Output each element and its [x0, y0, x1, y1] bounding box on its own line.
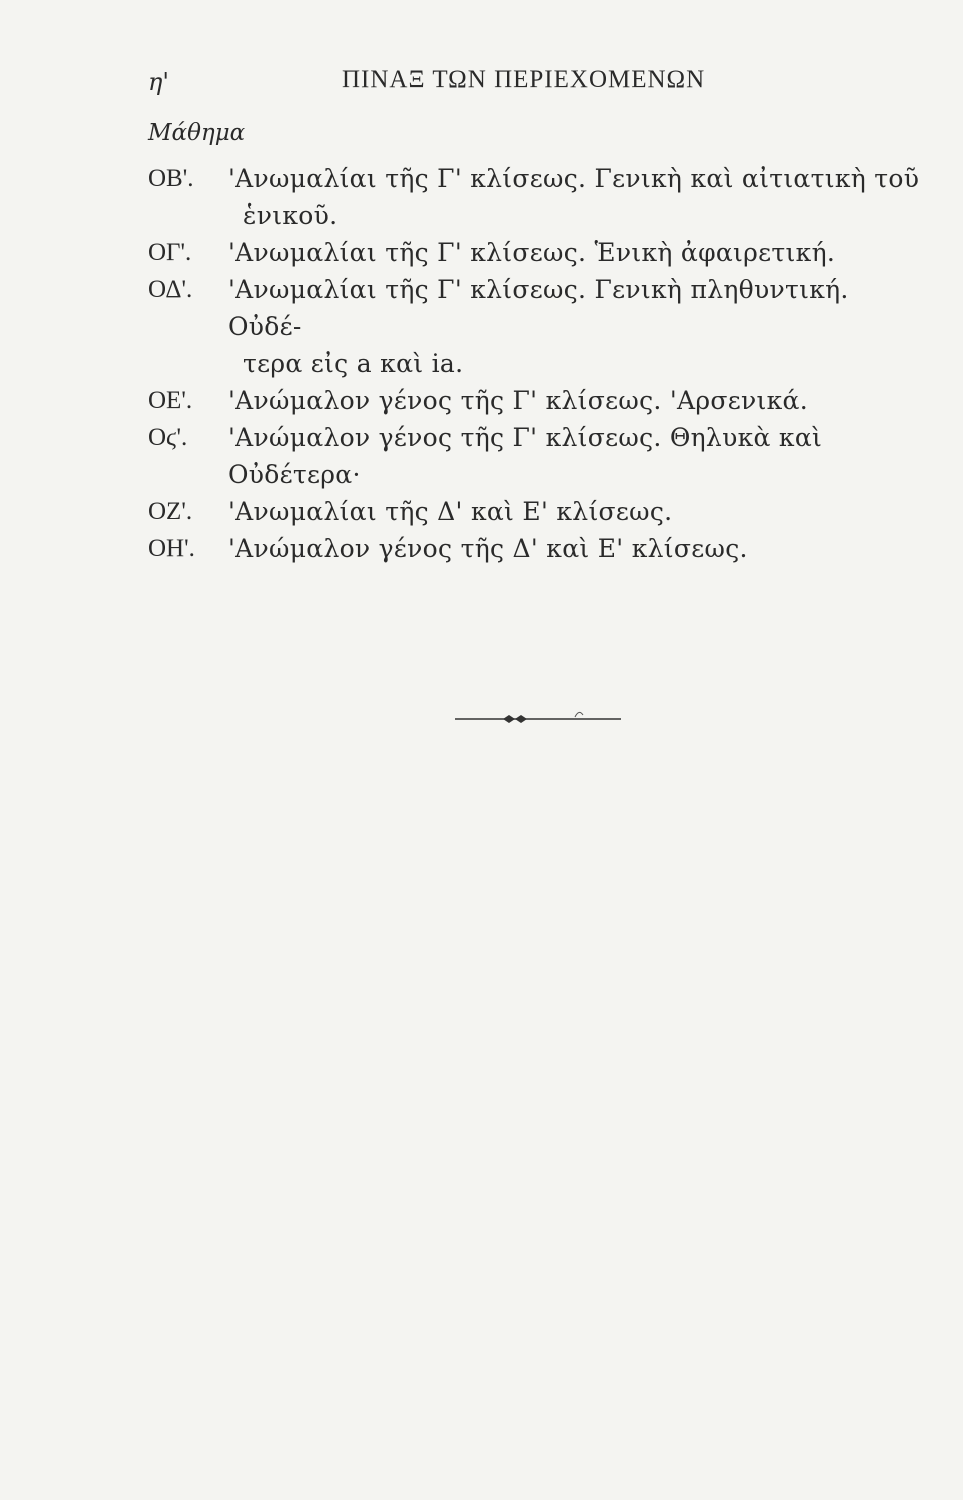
end-ornament: [455, 705, 621, 725]
lesson-title: 'Ανώμαλον γένος τῆς Δ' καὶ Ε' κλίσεως.: [228, 534, 748, 563]
lesson-title-continuation: ἑνικοῦ.: [243, 201, 338, 230]
page-number: η': [148, 68, 169, 96]
toc-item: [148, 419, 928, 493]
lesson-number: ΟΖ'.: [148, 498, 193, 525]
lesson-title: 'Ανωμαλίαι τῆς Γ' κλίσεως. Γενικὴ καὶ αἰτιατικὴ τοῦ: [228, 164, 920, 193]
lesson-number: ΟΔ'.: [148, 276, 193, 303]
toc-item: [148, 382, 928, 419]
lesson-number: Οϛ'.: [148, 424, 188, 451]
toc-item: [148, 271, 928, 382]
lesson-title: 'Ανωμαλίαι τῆς Γ' κλίσεως. Γενικὴ πληθυντική. Οὐδέ-: [228, 275, 849, 341]
lesson-title: 'Ανώμαλον γένος τῆς Γ' κλίσεως. 'Αρσενικά.: [228, 386, 808, 415]
lesson-title-continuation: τερα εἰς a καὶ ia.: [243, 349, 464, 378]
lesson-number: ΟΓ'.: [148, 239, 192, 266]
toc-item: [148, 493, 928, 530]
toc-item: [148, 160, 928, 234]
lesson-column-header: Μάθημα: [148, 120, 246, 146]
table-of-contents: [148, 160, 928, 567]
toc-item: [148, 234, 928, 271]
lesson-title: 'Ανώμαλον γένος τῆς Γ' κλίσεως. Θηλυκὰ καὶ Οὐδέτερα·: [228, 423, 823, 489]
lesson-title: 'Ανωμαλίαι τῆς Γ' κλίσεως. Ἑνικὴ ἀφαιρετική.: [228, 238, 836, 267]
lesson-title: 'Ανωμαλίαι τῆς Δ' καὶ Ε' κλίσεως.: [228, 497, 673, 526]
lesson-number: ΟΗ'.: [148, 535, 195, 562]
running-head: ΠΙΝΑΞ ΤΩΝ ΠΕΡΙΕΧΟΜΕΝΩΝ: [342, 66, 706, 93]
lesson-number: ΟΒ'.: [148, 165, 194, 192]
lesson-number: ΟΕ'.: [148, 387, 193, 414]
toc-item: [148, 530, 928, 567]
